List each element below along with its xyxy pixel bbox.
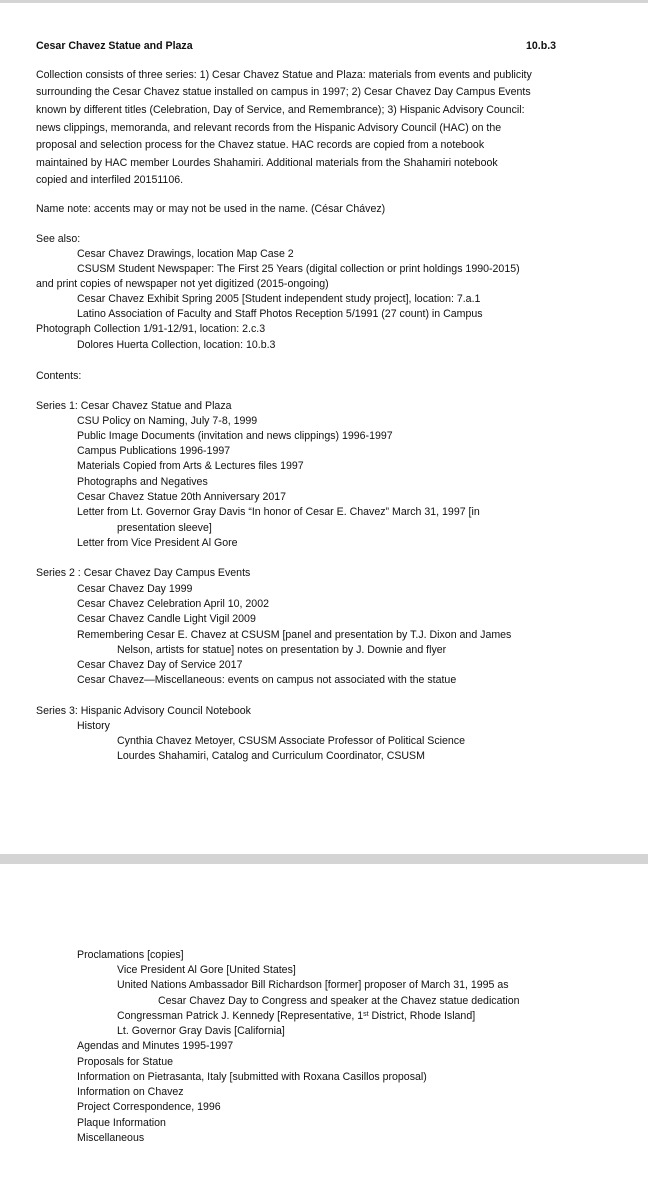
proclamations-label: Proclamations [copies] <box>77 949 184 961</box>
intro-line: proposal and selection process for the Chavez statue. HAC records are copied from a notebook <box>36 139 485 151</box>
see-also-item: CSUSM Student Newspaper: The First 25 Years (digital collection or print holdings 1990-2015) <box>77 263 520 275</box>
proclamation-text: Congressman Patrick J. Kennedy [Representative, 1 <box>117 1010 364 1022</box>
ordinal-superscript: st <box>363 1011 369 1018</box>
intro-line: known by different titles (Celebration, Day of Service, and Remembrance); 3) Hispanic Advisory Council: <box>36 104 525 116</box>
series-2-item: Nelson, artists for statue] notes on presentation by J. Downie and flyer <box>117 644 447 656</box>
intro-line: news clippings, memoranda, and relevant records from the Hispanic Advisory Council (HAC) on the <box>36 122 502 134</box>
proclamation-item: Cesar Chavez Day to Congress and speaker at the Chavez statue dedication <box>158 995 520 1007</box>
notebook-item: Plaque Information <box>77 1117 166 1129</box>
series-1-item: CSU Policy on Naming, July 7-8, 1999 <box>77 415 258 427</box>
location-code: 10.b.3 <box>526 40 557 52</box>
document-title: Cesar Chavez Statue and Plaza <box>36 40 193 52</box>
series-3-history-item: Lourdes Shahamiri, Catalog and Curriculum Coordinator, CSUSM <box>117 750 425 762</box>
proclamation-item: Vice President Al Gore [United States] <box>117 964 296 976</box>
proclamation-text: District, Rhode Island] <box>368 1010 476 1022</box>
intro-line: Collection consists of three series: 1) Cesar Chavez Statue and Plaza: materials from events and publicity <box>36 69 532 81</box>
contents-label: Contents: <box>36 370 82 382</box>
notebook-item: Project Correspondence, 1996 <box>77 1101 221 1113</box>
series-1-item: presentation sleeve] <box>117 522 212 534</box>
series-1-item: Letter from Lt. Governor Gray Davis “In honor of Cesar E. Chavez” March 31, 1997 [in <box>77 506 480 518</box>
series-2-item: Remembering Cesar E. Chavez at CSUSM [panel and presentation by T.J. Dixon and James <box>77 629 512 641</box>
series-3-title: Series 3: Hispanic Advisory Council Notebook <box>36 705 251 717</box>
series-1-item: Materials Copied from Arts & Lectures files 1997 <box>77 460 304 472</box>
proclamation-item: United Nations Ambassador Bill Richardson [former] proposer of March 31, 1995 as <box>117 979 509 991</box>
intro-line: maintained by HAC member Lourdes Shahamiri. Additional materials from the Shahamiri notebook <box>36 157 498 169</box>
document-page-1 <box>0 3 648 854</box>
see-also-item: Dolores Huerta Collection, location: 10.b.3 <box>77 339 276 351</box>
series-2-item: Cesar Chavez Candle Light Vigil 2009 <box>77 613 256 625</box>
name-note: Name note: accents may or may not be used in the name. (César Chávez) <box>36 203 386 215</box>
intro-line: copied and interfiled 20151106. <box>36 174 184 186</box>
series-1-item: Photographs and Negatives <box>77 476 208 488</box>
series-1-item: Campus Publications 1996-1997 <box>77 445 231 457</box>
series-2-item: Cesar Chavez—Miscellaneous: events on campus not associated with the statue <box>77 674 457 686</box>
notebook-item: Proposals for Statue <box>77 1056 173 1068</box>
see-also-item: and print copies of newspaper not yet digitized (2015-ongoing) <box>36 278 329 290</box>
series-1-item: Cesar Chavez Statue 20th Anniversary 2017 <box>77 491 287 503</box>
notebook-item: Miscellaneous <box>77 1132 145 1144</box>
see-also-item: Latino Association of Faculty and Staff Photos Reception 5/1991 (27 count) in Campus <box>77 308 483 320</box>
series-1-item: Letter from Vice President Al Gore <box>77 537 238 549</box>
proclamation-item <box>117 1010 475 1023</box>
document-page-2 <box>0 864 648 1177</box>
series-2-item: Cesar Chavez Celebration April 10, 2002 <box>77 598 269 610</box>
series-1-title: Series 1: Cesar Chavez Statue and Plaza <box>36 400 232 412</box>
series-3-history-label: History <box>77 720 110 732</box>
notebook-item: Information on Pietrasanta, Italy [submitted with Roxana Casillos proposal) <box>77 1071 427 1083</box>
see-also-label: See also: <box>36 233 81 245</box>
series-3-history-item: Cynthia Chavez Metoyer, CSUSM Associate Professor of Political Science <box>117 735 465 747</box>
notebook-item: Information on Chavez <box>77 1086 184 1098</box>
series-2-item: Cesar Chavez Day of Service 2017 <box>77 659 243 671</box>
see-also-item: Photograph Collection 1/91-12/91, location: 2.c.3 <box>36 323 266 335</box>
series-2-title: Series 2 : Cesar Chavez Day Campus Events <box>36 567 251 579</box>
notebook-item: Agendas and Minutes 1995-1997 <box>77 1040 234 1052</box>
see-also-item: Cesar Chavez Drawings, location Map Case 2 <box>77 248 294 260</box>
proclamation-item: Lt. Governor Gray Davis [California] <box>117 1025 285 1037</box>
series-1-item: Public Image Documents (invitation and news clippings) 1996-1997 <box>77 430 393 442</box>
see-also-item: Cesar Chavez Exhibit Spring 2005 [Student independent study project], location: 7.a.1 <box>77 293 481 305</box>
intro-line: surrounding the Cesar Chavez statue installed on campus in 1997; 2) Cesar Chavez Day Campus Events <box>36 86 531 98</box>
series-2-item: Cesar Chavez Day 1999 <box>77 583 193 595</box>
